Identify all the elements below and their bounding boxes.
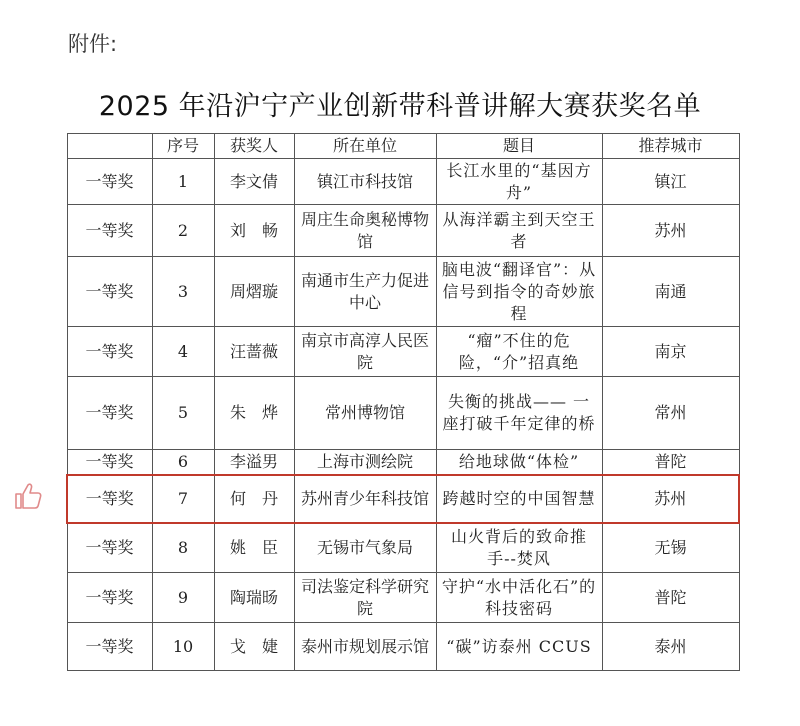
table-row [67,327,739,377]
header-city: 推荐城市 [602,134,739,159]
unit-cell: 上海市测绘院 [294,450,436,475]
header-topic: 题目 [436,134,602,159]
unit-cell: 司法鉴定科学研究院 [294,573,436,623]
city-cell: 普陀 [602,573,739,623]
award-cell: 一等奖 [67,205,152,257]
number-cell: 1 [152,159,214,205]
award-cell: 一等奖 [67,450,152,475]
winner-cell: 周熠璇 [214,257,294,327]
award-cell: 一等奖 [67,475,152,523]
unit-cell: 南京市高淳人民医院 [294,327,436,377]
number-cell: 9 [152,573,214,623]
topic-cell: “碳”访泰州 CCUS [436,623,602,671]
unit-cell: 苏州青少年科技馆 [294,475,436,523]
number-cell: 4 [152,327,214,377]
topic-cell: 给地球做“体检” [436,450,602,475]
header-number: 序号 [152,134,214,159]
document-title: 2025 年沿沪宁产业创新带科普讲解大赛获奖名单 [98,91,702,122]
city-cell: 苏州 [602,205,739,257]
topic-cell: 从海洋霸主到天空王者 [436,205,602,257]
number-cell: 10 [152,623,214,671]
winner-cell: 李文倩 [214,159,294,205]
winner-cell: 刘 畅 [214,205,294,257]
table-row [67,573,739,623]
table-row [67,377,739,450]
city-cell: 无锡 [602,523,739,573]
number-cell: 6 [152,450,214,475]
header-award [67,134,152,159]
number-cell: 7 [152,475,214,523]
topic-cell: 跨越时空的中国智慧 [436,475,602,523]
table-row [67,159,739,205]
award-cell: 一等奖 [67,257,152,327]
number-cell: 8 [152,523,214,573]
number-cell: 5 [152,377,214,450]
award-cell: 一等奖 [67,327,152,377]
table-row [67,205,739,257]
city-cell: 南通 [602,257,739,327]
city-cell: 南京 [602,327,739,377]
topic-cell: 守护“水中活化石”的科技密码 [436,573,602,623]
award-cell: 一等奖 [67,573,152,623]
table-row-highlighted [67,475,739,523]
winner-cell: 戈 婕 [214,623,294,671]
winner-cell: 朱 烨 [214,377,294,450]
unit-cell: 南通市生产力促进中心 [294,257,436,327]
attachment-label: 附件: [68,32,118,56]
topic-cell: 长江水里的“基因方舟” [436,159,602,205]
winner-cell: 姚 臣 [214,523,294,573]
header-unit: 所在单位 [294,134,436,159]
winner-cell: 陶瑞旸 [214,573,294,623]
unit-cell: 周庄生命奥秘博物馆 [294,205,436,257]
city-cell: 常州 [602,377,739,450]
unit-cell: 镇江市科技馆 [294,159,436,205]
number-cell: 2 [152,205,214,257]
topic-cell: 脑电波“翻译官”：从信号到指令的奇妙旅程 [436,257,602,327]
unit-cell: 泰州市规划展示馆 [294,623,436,671]
table-row [67,257,739,327]
award-cell: 一等奖 [67,377,152,450]
city-cell: 苏州 [602,475,739,523]
table-row [67,623,739,671]
award-cell: 一等奖 [67,523,152,573]
city-cell: 泰州 [602,623,739,671]
award-cell: 一等奖 [67,159,152,205]
table-header-row [67,134,739,159]
header-winner: 获奖人 [214,134,294,159]
topic-cell: “瘤”不住的危险，“介”招真绝 [436,327,602,377]
winner-cell: 何 丹 [214,475,294,523]
topic-cell: 山火背后的致命推手--焚风 [436,523,602,573]
city-cell: 普陀 [602,450,739,475]
award-table [66,133,740,671]
winner-cell: 汪蔷薇 [214,327,294,377]
table-row [67,523,739,573]
winner-cell: 李溢男 [214,450,294,475]
award-cell: 一等奖 [67,623,152,671]
city-cell: 镇江 [602,159,739,205]
number-cell: 3 [152,257,214,327]
thumbs-up-icon[interactable] [10,478,46,514]
unit-cell: 无锡市气象局 [294,523,436,573]
unit-cell: 常州博物馆 [294,377,436,450]
table-row [67,450,739,475]
topic-cell: 失衡的挑战—— 一座打破千年定律的桥 [436,377,602,450]
